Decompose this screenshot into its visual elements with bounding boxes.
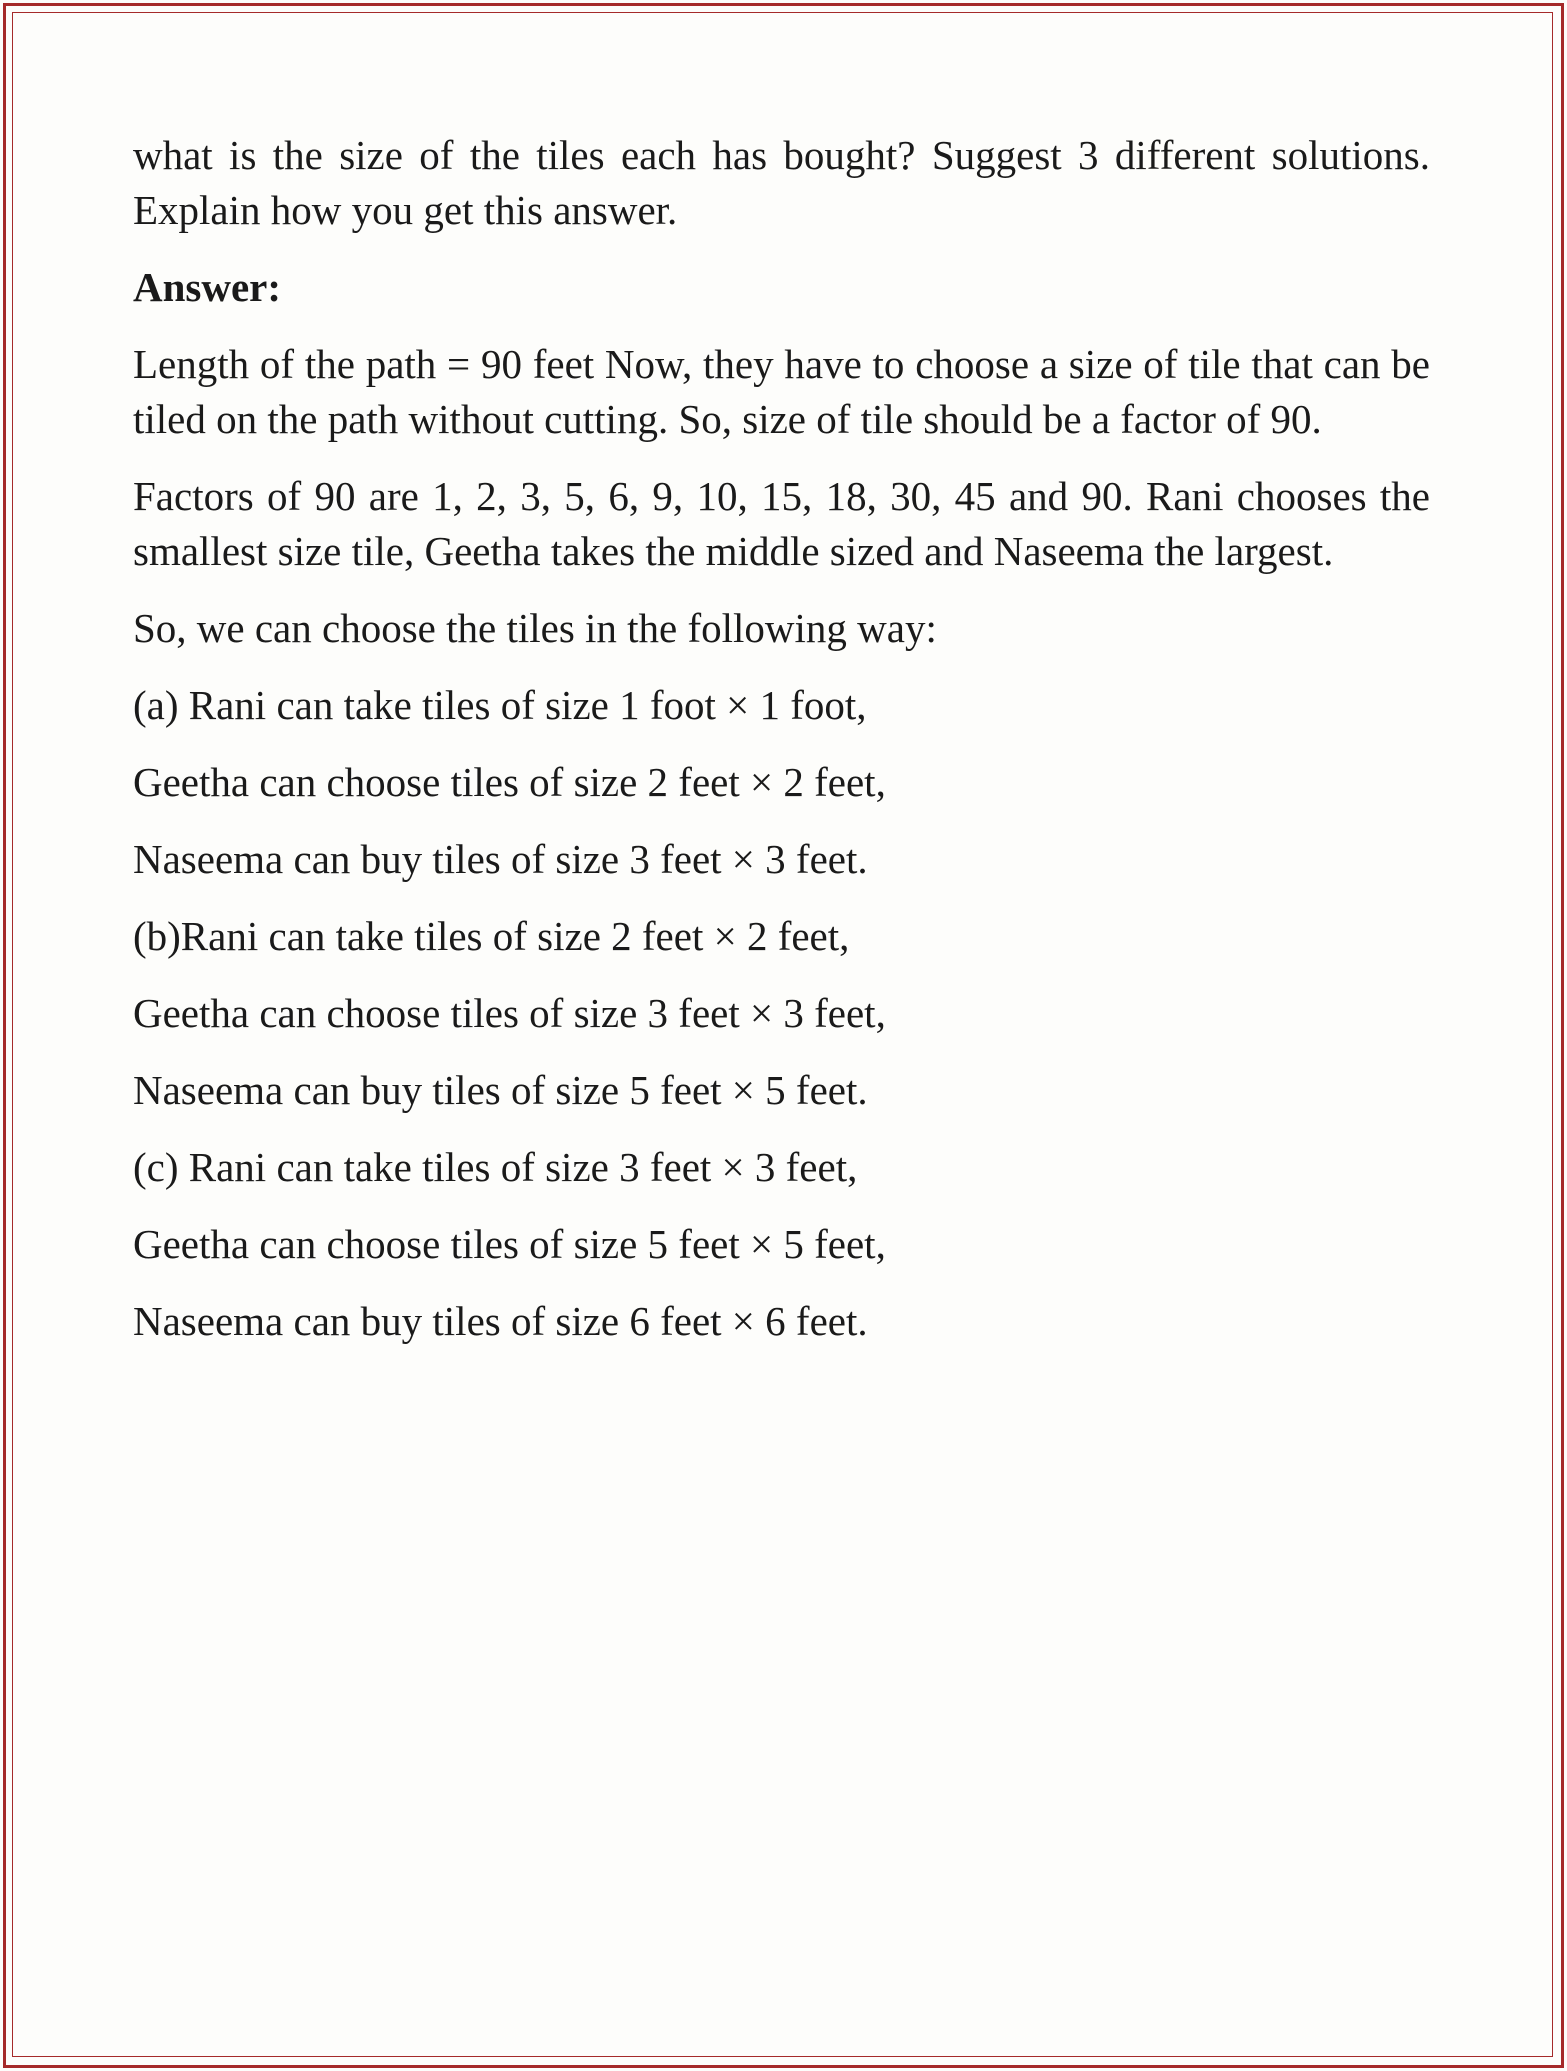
solution-line: (b)Rani can take tiles of size 2 feet × 2 feet, [133, 913, 850, 959]
answer-paragraph-2: Factors of 90 are 1, 2, 3, 5, 6, 9, 10, 15, 18, 30, 45 and 90. Rani chooses the smallest size tile, Geetha takes the middle sized and Naseema the largest. [133, 473, 1430, 574]
solution-line: Geetha can choose tiles of size 3 feet × 3 feet, [133, 990, 886, 1036]
answer-heading: Answer: [133, 264, 282, 310]
document-body [133, 128, 1430, 1371]
solution-line: Geetha can choose tiles of size 5 feet × 5 feet, [133, 1221, 886, 1267]
solution-line: (c) Rani can take tiles of size 3 feet × 3 feet, [133, 1144, 858, 1190]
question-continuation: what is the size of the tiles each has bought? Suggest 3 different solutions. Explain how you get this answer. [133, 132, 1430, 233]
solution-line: Naseema can buy tiles of size 6 feet × 6 feet. [133, 1298, 868, 1344]
answer-paragraph-3: So, we can choose the tiles in the following way: [133, 605, 937, 651]
solution-line: (a) Rani can take tiles of size 1 foot × 1 foot, [133, 682, 867, 728]
solution-line: Naseema can buy tiles of size 3 feet × 3 feet. [133, 836, 868, 882]
solution-line: Naseema can buy tiles of size 5 feet × 5 feet. [133, 1067, 868, 1113]
answer-paragraph-1: Length of the path = 90 feet Now, they have to choose a size of tile that can be tiled on the path without cutting. So, size of tile should be a factor of 90. [133, 341, 1430, 442]
solution-line: Geetha can choose tiles of size 2 feet × 2 feet, [133, 759, 886, 805]
